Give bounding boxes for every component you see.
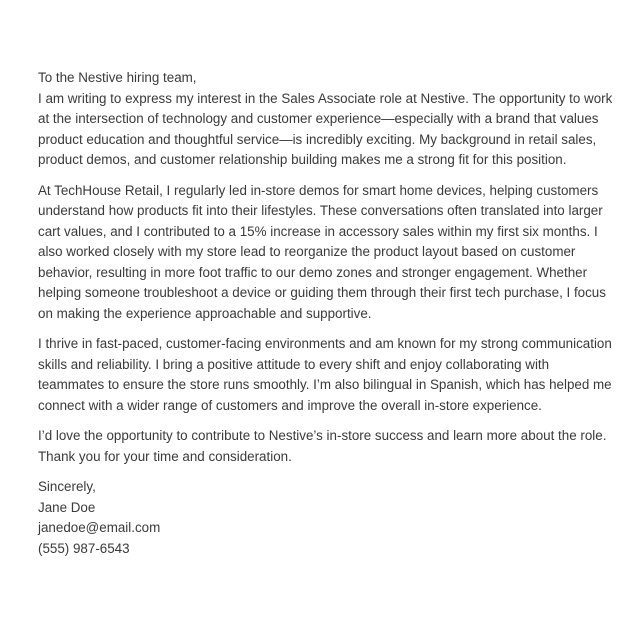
signer-name: Jane Doe	[38, 499, 96, 515]
paragraph-strengths: I thrive in fast-paced, customer-facing environments and am known for my strong communication skills and reliability. I bring a positive attitude to every shift and enjoy collaborating with teammates to ensure the store runs smoothly. I’m also bilingual in Spanish, which has helped me connect with a wider range of customers and improve the overall in-store experience.	[38, 336, 612, 413]
greeting: To the Nestive hiring team,	[38, 70, 197, 85]
paragraph-spacer	[38, 467, 618, 477]
paragraph-spacer	[38, 324, 618, 334]
cover-letter	[38, 68, 618, 559]
paragraph-closing: I’d love the opportunity to contribute to Nestive’s in-store success and learn more about the role. Thank you for your time and consideration.	[38, 428, 607, 464]
paragraph-experience: At TechHouse Retail, I regularly led in-store demos for smart home devices, helping customers understand how products fit into their lifestyles. These conversations often translated into larger cart values, and I contributed to a 15% increase in accessory sales within my first six months. I also worked closely with my store lead to reorganize the product layout based on customer behavior, resulting in more foot traffic to our demo zones and stronger engagement. Whether helping someone troubleshoot a device or guiding them through their first tech purchase, I focus on making the experience approachable and supportive.	[38, 182, 606, 321]
signer-email: janedoe@email.com	[38, 520, 161, 535]
signature-block	[38, 477, 618, 559]
signer-phone: (555) 987-6543	[38, 540, 130, 556]
paragraph-intro: I am writing to express my interest in the Sales Associate role at Nestive. The opportunity to work at the intersection of technology and customer experience—especially with a brand that values product education and thoughtful service—is incredibly exciting. My background in retail sales, product demos, and customer relationship building makes me a strong fit for this position.	[38, 90, 613, 167]
paragraph-spacer	[38, 416, 618, 426]
paragraph-spacer	[38, 171, 618, 181]
closing-salutation: Sincerely,	[38, 479, 96, 494]
